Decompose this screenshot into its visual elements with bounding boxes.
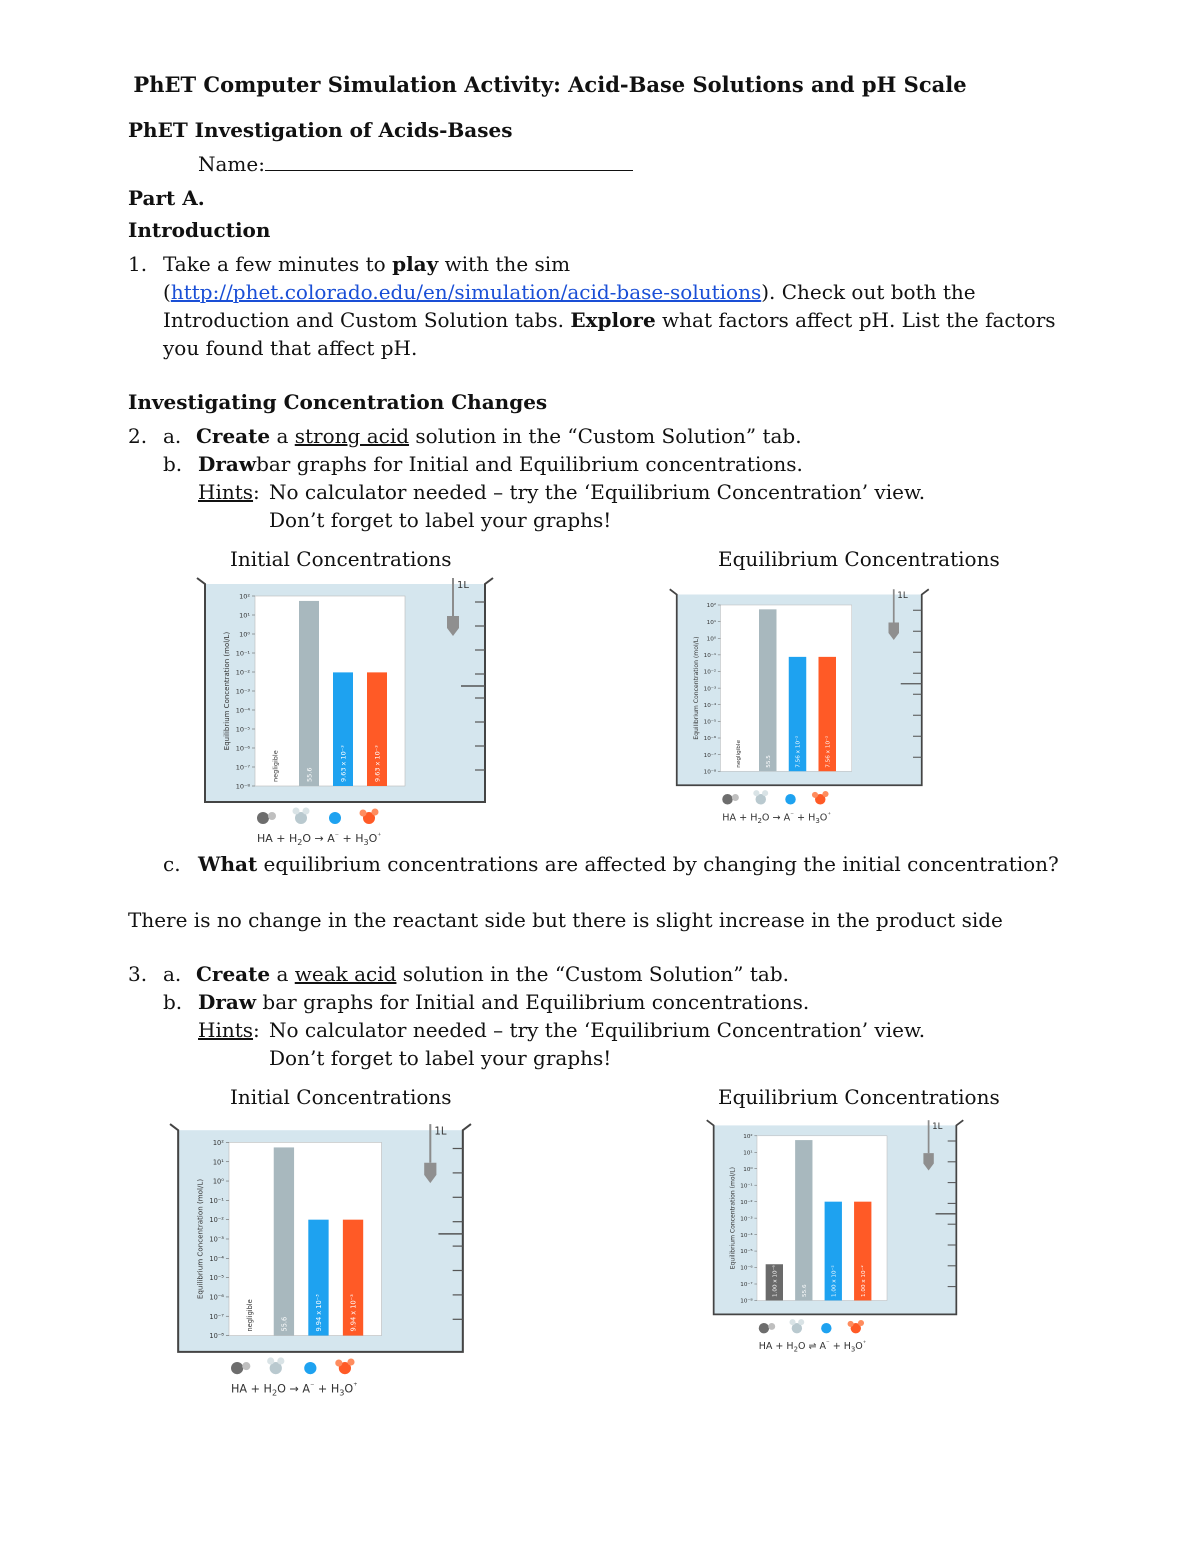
reaction-equation [231, 1380, 357, 1397]
y-tick-label: 10⁻² [703, 669, 717, 676]
equation-part: O [344, 1382, 354, 1396]
concentration-heading: Investigating Concentration Changes [128, 390, 548, 414]
y-tick-label: 10⁻³ [703, 686, 717, 693]
equation-part: 3 [363, 838, 369, 847]
equation-part: ⁺ [377, 831, 382, 840]
equation-part: ⁺ [353, 1380, 358, 1391]
equation-part: O [302, 832, 315, 845]
water-molecule-h2 [303, 808, 310, 815]
y-tick-label: 10⁻⁶ [209, 1293, 224, 1302]
equation-part: O [761, 812, 773, 824]
q3-hint1: No calculator needed – try the ‘Equilibrium Concentration’ view. [269, 1018, 926, 1042]
chart-strong-equilibrium [668, 584, 983, 829]
equation-part: O [855, 1341, 863, 1352]
bar-label: negligible [245, 1299, 254, 1332]
bar-gray [299, 601, 319, 786]
anion-icon [821, 1323, 831, 1333]
y-tick-label: 10⁻³ [209, 1235, 224, 1244]
volume-label: 1L [457, 580, 469, 591]
equation-part: ⇌ [808, 1341, 817, 1352]
ha-molecule-h [768, 1323, 775, 1330]
equation-part: HA + H [722, 812, 758, 824]
y-axis-label: Equilibrium Concentration (mol/L) [692, 636, 700, 740]
equation-part: A [816, 1341, 827, 1352]
bar-gray [759, 609, 777, 771]
anion-icon [785, 794, 796, 805]
q3-hints: Hints: [198, 1018, 260, 1042]
bar-gray [795, 1140, 812, 1300]
y-tick-label: 10⁰ [239, 630, 250, 639]
equation-part: 3 [815, 816, 820, 825]
y-tick-label: 10¹ [743, 1150, 753, 1157]
y-axis-label: Equilibrium Concentration (mol/L) [223, 631, 231, 751]
ha-molecule-icon [231, 1362, 243, 1374]
equation-part: 3 [850, 1345, 856, 1354]
bar-label: 55.6 [305, 767, 314, 782]
y-tick-label: 10⁻⁷ [235, 763, 250, 772]
ha-molecule-h [732, 794, 739, 801]
q2c-answer: There is no change in the reactant side but there is slight increase in the product side [128, 908, 1003, 932]
q1-number: 1. [128, 252, 148, 276]
bar-gray [274, 1147, 294, 1335]
equation-part: 2 [757, 816, 762, 825]
y-tick-label: 10⁻⁸ [209, 1332, 224, 1341]
q3b-text: Draw bar graphs for Initial and Equilibrium concentrations. [198, 990, 810, 1014]
y-tick-label: 10⁻² [740, 1199, 753, 1206]
q3-initial-title: Initial Concentrations [230, 1085, 452, 1109]
equation-part: HA + H [758, 1341, 794, 1352]
y-tick-label: 10⁻⁶ [703, 736, 717, 743]
y-tick-label: 10⁻⁸ [703, 769, 717, 776]
y-tick-label: 10⁻⁴ [703, 702, 717, 709]
water-molecule-h2 [798, 1319, 804, 1325]
volume-label: 1L [932, 1121, 943, 1132]
equation-part: → [314, 832, 324, 845]
ha-molecule-h [242, 1362, 250, 1370]
equation-part: → [772, 812, 781, 824]
q3b-label: b. [163, 990, 183, 1014]
y-axis-label: Equilibrium Concentration (mol/L) [729, 1166, 737, 1270]
bar-label: 9.94 x 10⁻³ [315, 1294, 324, 1332]
equation-part: ⁻ [334, 831, 340, 840]
hydronium-h2 [812, 792, 818, 798]
volume-label: 1L [434, 1126, 447, 1138]
equation-part: O [819, 812, 828, 824]
part-label: Part A. [128, 186, 205, 210]
equation-part: O [277, 1382, 290, 1396]
q1-text: Take a few minutes to play with the sim (http://phet.colorado.edu/en/simulation/acid-base-solutions). Check out both the Introduction and Custom Solution tabs. Explore what factors affect pH. List the factors you found that affect pH. [163, 252, 1056, 360]
y-tick-label: 10⁻² [209, 1216, 224, 1225]
ha-molecule-icon [722, 794, 733, 805]
y-axis-label: Equilibrium Concentration (mol/L) [195, 1178, 205, 1300]
equation-part: 2 [793, 1345, 798, 1354]
bar-label: 9.63 x 10⁻³ [339, 745, 348, 782]
equation-part: HA + H [231, 1382, 272, 1396]
hydronium-h1 [822, 791, 828, 797]
equation-part: HA + H [257, 832, 298, 845]
anion-icon [329, 812, 341, 824]
q2a-label: a. [163, 424, 182, 448]
intro-heading: Introduction [128, 218, 271, 242]
bar-label: 55.6 [280, 1316, 289, 1332]
hydronium-h1 [372, 809, 379, 816]
y-tick-label: 10⁻⁵ [235, 725, 250, 734]
reaction-equation [759, 1340, 867, 1354]
water-molecule-h1 [267, 1357, 274, 1364]
equation-part: ⁺ [827, 810, 832, 819]
equation-part: 2 [271, 1387, 278, 1398]
equation-part: ⁻ [790, 810, 794, 819]
equation-part: A [780, 812, 791, 824]
bar-label: negligible [271, 750, 280, 782]
q2-hint2: Don’t forget to label your graphs! [269, 508, 612, 532]
q3a-label: a. [163, 962, 182, 986]
q2-hints: Hints: [198, 480, 260, 504]
y-tick-label: 10⁻⁴ [235, 706, 250, 715]
y-tick-label: 10⁻⁸ [235, 782, 250, 791]
q2-equilibrium-title: Equilibrium Concentrations [718, 547, 1000, 571]
y-tick-label: 10² [743, 1133, 753, 1140]
chart-group [197, 578, 493, 847]
y-tick-label: 10⁻³ [740, 1216, 753, 1223]
hydronium-h2 [848, 1321, 854, 1327]
chart-group [170, 1124, 471, 1397]
y-tick-label: 10¹ [706, 619, 717, 626]
equation-part: ⁻ [826, 1339, 830, 1348]
name-blank[interactable] [265, 152, 633, 171]
hydronium-h1 [347, 1358, 354, 1365]
y-tick-label: 10⁻⁶ [235, 744, 250, 753]
volume-label: 1L [897, 591, 908, 601]
bar-label: negligible [736, 740, 743, 768]
equation-part: O [797, 1341, 809, 1352]
equation-part: 2 [297, 838, 303, 847]
ha-molecule-icon [759, 1323, 769, 1333]
y-tick-label: 10⁰ [212, 1177, 224, 1186]
water-molecule-h1 [293, 808, 300, 815]
water-molecule-h1 [753, 790, 759, 796]
bar-label: 55.6 [801, 1284, 808, 1297]
y-tick-label: 10⁻⁵ [209, 1274, 224, 1283]
y-tick-label: 10⁻¹ [740, 1183, 753, 1190]
equation-part: A [323, 832, 335, 845]
equation-part: → [289, 1382, 299, 1396]
reaction-equation [722, 811, 831, 825]
equation-part: O [368, 832, 378, 845]
q2c-text: What equilibrium concentrations are affected by changing the initial concentration? [198, 852, 1059, 876]
bar-label: 1.00 x 10⁻⁶ [772, 1265, 779, 1297]
q2c-label: c. [163, 852, 181, 876]
q2b-label: b. [163, 452, 183, 476]
q2-hint1: No calculator needed – try the ‘Equilibrium Concentration’ view. [269, 480, 926, 504]
y-tick-label: 10⁻⁷ [703, 752, 717, 759]
bar-label: 1.00 x 10⁻² [831, 1265, 838, 1297]
ha-molecule-icon [257, 812, 269, 824]
hydronium-h2 [335, 1359, 342, 1366]
y-tick-label: 10⁰ [743, 1166, 753, 1173]
chart-weak-initial [168, 1118, 473, 1408]
y-tick-label: 10⁻³ [235, 687, 250, 696]
y-tick-label: 10² [212, 1138, 224, 1147]
y-tick-label: 10⁻⁷ [209, 1312, 224, 1321]
ha-molecule-h [268, 812, 276, 820]
chart-group [670, 589, 929, 825]
q3-hint2: Don’t forget to label your graphs! [269, 1046, 612, 1070]
y-tick-label: 10⁻⁶ [740, 1265, 753, 1272]
y-tick-label: 10¹ [212, 1158, 224, 1167]
subtitle: PhET Investigation of Acids-Bases [128, 118, 513, 142]
equation-part: + H [829, 1341, 851, 1352]
hydronium-h1 [858, 1320, 864, 1326]
bar-label: 7.56 x 10⁻² [825, 735, 832, 768]
y-tick-label: 10⁻⁵ [703, 719, 717, 726]
equation-part: ⁺ [862, 1339, 867, 1348]
name-row [198, 150, 633, 178]
chart-group [707, 1120, 964, 1353]
equation-part: + H [793, 812, 816, 824]
y-tick-label: 10⁻⁷ [740, 1282, 753, 1289]
y-tick-label: 10⁻⁸ [740, 1298, 753, 1305]
page-title: PhET Computer Simulation Activity: Acid-Base Solutions and pH Scale [133, 72, 967, 97]
anion-icon [304, 1362, 316, 1374]
name-label: Name: [198, 152, 265, 176]
y-tick-label: 10⁻⁴ [209, 1254, 224, 1263]
q2b-text: Drawbar graphs for Initial and Equilibrium concentrations. [198, 452, 803, 476]
bar-label: 9.63 x 10⁻³ [373, 745, 382, 782]
y-tick-label: 10⁻¹ [235, 649, 250, 658]
y-tick-label: 10² [239, 592, 250, 601]
chart-weak-equilibrium [705, 1115, 965, 1377]
bar-label: 1.00 x 10⁻² [860, 1265, 867, 1297]
y-tick-label: 10⁻⁵ [740, 1249, 753, 1256]
equation-part: A [298, 1382, 311, 1396]
y-tick-label: 10⁰ [706, 636, 717, 643]
y-tick-label: 10⁻¹ [703, 653, 717, 660]
bar-label: 9.94 x 10⁻³ [349, 1294, 358, 1332]
bar-label: 55.5 [765, 755, 772, 768]
equation-part: + H [339, 832, 364, 845]
q2a-text: Create a strong acid solution in the “Custom Solution” tab. [196, 424, 802, 448]
y-tick-label: 10⁻¹ [209, 1196, 224, 1205]
chart-strong-initial [195, 572, 495, 852]
y-tick-label: 10⁻² [235, 668, 250, 677]
equation-part: 3 [339, 1387, 345, 1398]
q2-initial-title: Initial Concentrations [230, 547, 452, 571]
bar-label: 7.56 x 10⁻² [795, 735, 802, 768]
equation-part: + H [314, 1382, 340, 1396]
q3-equilibrium-title: Equilibrium Concentrations [718, 1085, 1000, 1109]
water-molecule-h2 [762, 790, 768, 796]
q2-number: 2. [128, 424, 148, 448]
sim-link[interactable]: http://phet.colorado.edu/en/simulation/acid-base-solutions [170, 280, 762, 304]
q3a-text: Create a weak acid solution in the “Custom Solution” tab. [196, 962, 789, 986]
y-tick-label: 10⁻⁴ [740, 1232, 753, 1239]
water-molecule-h1 [790, 1319, 796, 1325]
water-molecule-h2 [277, 1357, 284, 1364]
reaction-equation [257, 831, 382, 847]
hydronium-h2 [360, 810, 367, 817]
y-tick-label: 10¹ [239, 611, 250, 620]
y-tick-label: 10² [706, 603, 717, 610]
q3-number: 3. [128, 962, 148, 986]
equation-part: ⁻ [310, 1380, 315, 1391]
